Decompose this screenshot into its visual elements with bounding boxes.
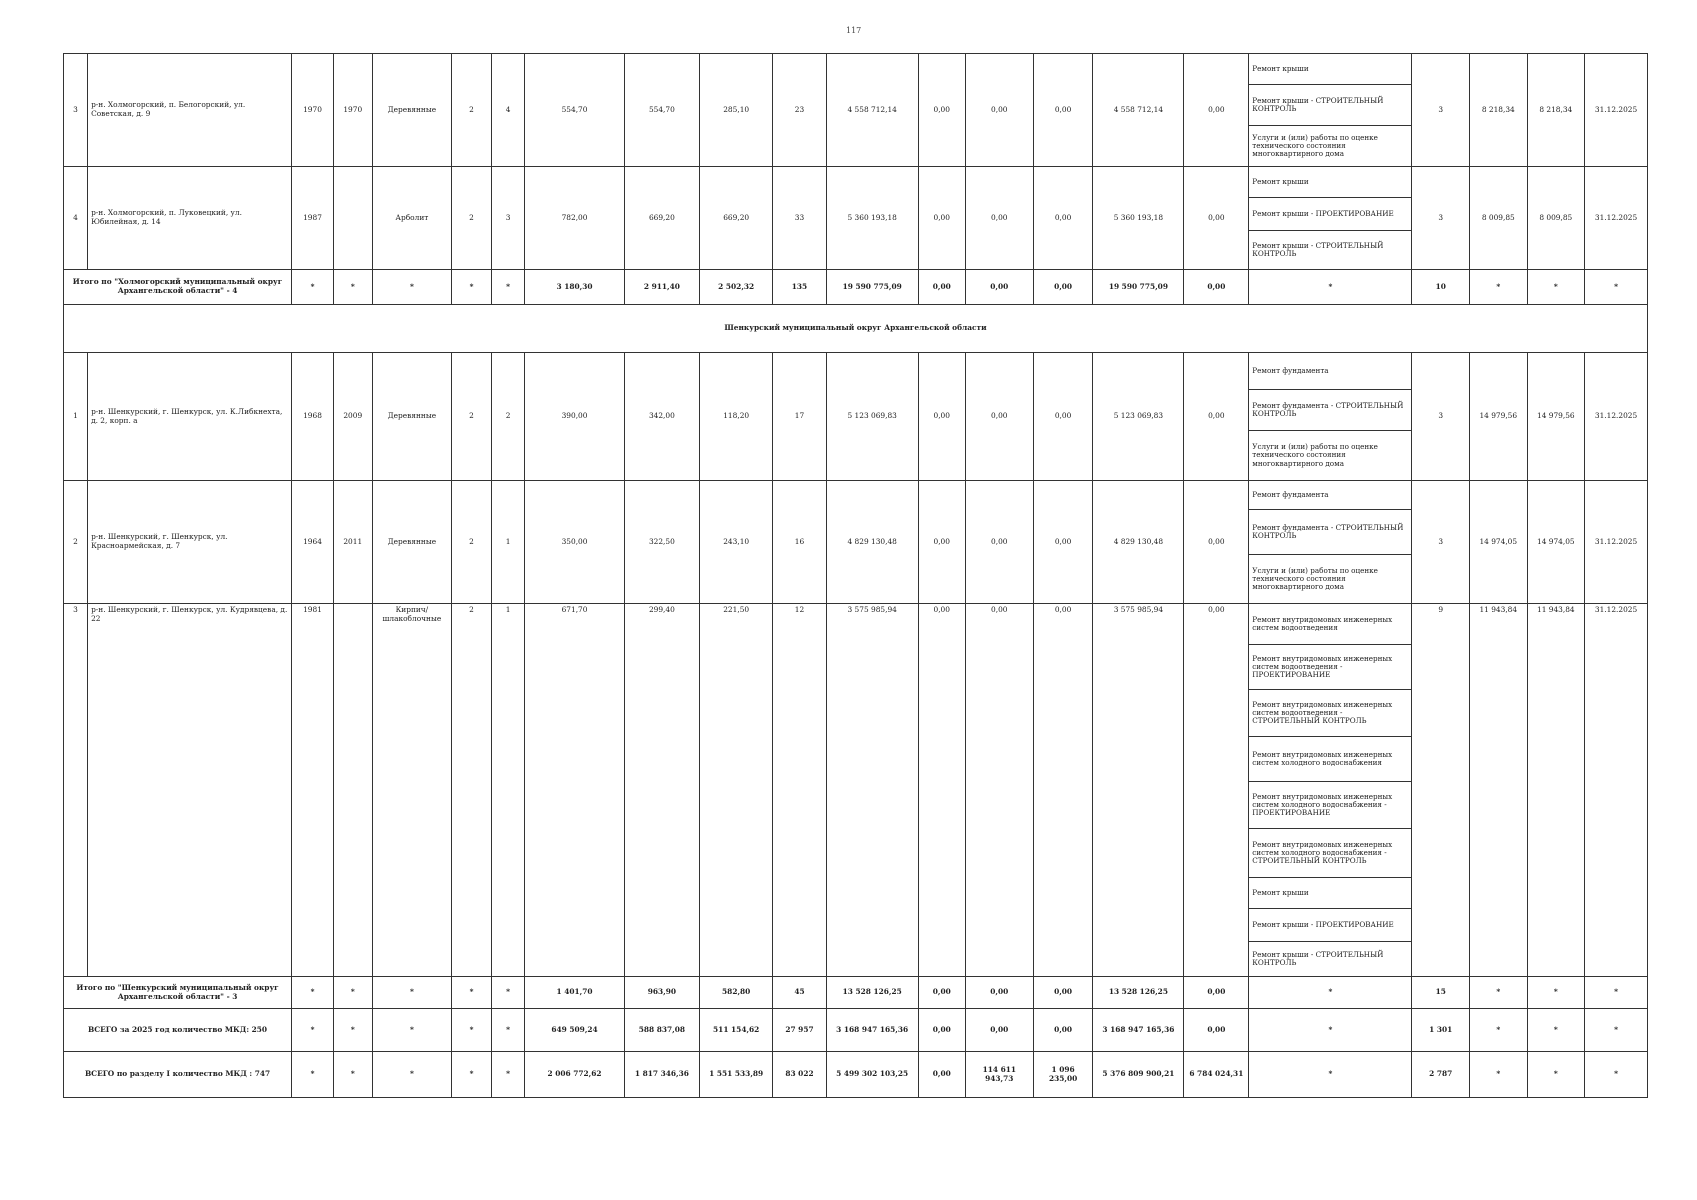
star-cell: * [1527,1009,1585,1052]
star-cell: * [333,270,372,305]
cell-year-built: 1987 [292,167,334,270]
cell-cost-total: 4 558 712,14 [826,54,918,167]
cell-n: 2 [64,481,88,604]
cell-residents: 27 957 [773,1009,826,1052]
cell-owners: 5 376 809 900,21 [1093,1052,1184,1098]
cell-owners: 5 360 193,18 [1093,167,1184,270]
cell-year-built: 1970 [292,54,334,167]
cell-works [1249,353,1412,481]
cell-year-built: 1968 [292,353,334,481]
cell-year-built: 1981 [292,604,334,977]
work-item: Ремонт крыши [1249,167,1411,198]
cell-n: 4 [64,167,88,270]
cell-cost-total: 5 123 069,83 [826,353,918,481]
cell-fund: 0,00 [918,977,965,1009]
cell-floors: 2 [452,54,492,167]
cell-other: 0,00 [1184,604,1249,977]
cell-deadline: 31.12.2025 [1585,353,1648,481]
work-item: Ремонт крыши [1249,54,1411,85]
cell-address: р-н. Шенкурский, г. Шенкурск, ул. К.Либкнехта, д. 2, корп. а [88,353,292,481]
cell-residents: 33 [773,167,826,270]
star-cell: * [372,270,452,305]
cell-works [1249,604,1412,977]
cell-cost-total: 19 590 775,09 [826,270,918,305]
work-item: Ремонт крыши - ПРОЕКТИРОВАНИЕ [1249,909,1411,942]
cell-deadline: 31.12.2025 [1585,167,1648,270]
star-cell: * [1527,270,1585,305]
cell-area-total: 782,00 [525,167,624,270]
cell-year-reno: 1970 [333,54,372,167]
cell-floors: 2 [452,604,492,977]
cell-budget-local: 0,00 [1033,54,1093,167]
cell-floors: 2 [452,167,492,270]
star-cell: * [452,977,492,1009]
star-cell: * [491,270,524,305]
cell-cost-total: 4 829 130,48 [826,481,918,604]
cell-year-reno: 2009 [333,353,372,481]
cell-address: р-н. Шенкурский, г. Шенкурск, ул. Красноармейская, д. 7 [88,481,292,604]
cell-unit-limit: 14 974,05 [1527,481,1585,604]
cell-budget-local: 0,00 [1033,1009,1093,1052]
cell-budget-region: 0,00 [965,353,1033,481]
cell-address: р-н. Холмогорский, п. Луковецкий, ул. Юбилейная, д. 14 [88,167,292,270]
cell-floors: 2 [452,353,492,481]
work-item: Ремонт крыши - ПРОЕКТИРОВАНИЕ [1249,198,1411,231]
cell-budget-local: 0,00 [1033,167,1093,270]
cell-entrances: 1 [491,481,524,604]
cell-cost-total: 3 575 985,94 [826,604,918,977]
cell-area-living: 2 911,40 [624,270,699,305]
cell-area-total: 554,70 [525,54,624,167]
star-cell: * [1585,270,1648,305]
cell-budget-region: 0,00 [965,1009,1033,1052]
cell-budget-local: 0,00 [1033,977,1093,1009]
cell-cost-total: 13 528 126,25 [826,977,918,1009]
cell-owners: 4 829 130,48 [1093,481,1184,604]
star-cell: * [452,1052,492,1098]
cell-unit-limit: 11 943,84 [1527,604,1585,977]
star-cell: * [1585,1052,1648,1098]
subtotal-label: Итого по "Холмогорский муниципальный округ Архангельской области" - 4 [64,270,292,305]
table-row [64,604,1648,977]
cell-budget-region: 0,00 [965,977,1033,1009]
cell-works [1249,54,1412,167]
table-body [64,54,1648,1098]
star-cell: * [491,1009,524,1052]
cell-year-reno [333,167,372,270]
star-cell: * [1470,270,1528,305]
cell-budget-local: 1 096 235,00 [1033,1052,1093,1098]
cell-unit-cost: 14 979,56 [1470,353,1528,481]
cell-unit-cost: 14 974,05 [1470,481,1528,604]
cell-work-count: 9 [1412,604,1470,977]
star-cell: * [1470,1009,1528,1052]
star-cell: * [1249,270,1412,305]
cell-work-count: 3 [1412,54,1470,167]
cell-year-reno [333,604,372,977]
cell-area-owned: 1 551 533,89 [700,1052,773,1098]
section-total-label: ВСЕГО по разделу I количество МКД : 747 [64,1052,292,1098]
cell-other: 0,00 [1184,167,1249,270]
star-cell: * [1249,977,1412,1009]
work-item: Ремонт внутридомовых инженерных систем холодного водоснабжения - ПРОЕКТИРОВАНИЕ [1249,782,1411,829]
cell-area-total: 1 401,70 [525,977,624,1009]
cell-budget-local: 0,00 [1033,481,1093,604]
work-item: Ремонт фундамента - СТРОИТЕЛЬНЫЙ КОНТРОЛЬ [1249,510,1411,555]
cell-work-count: 15 [1412,977,1470,1009]
star-cell: * [292,977,334,1009]
cell-area-living: 322,50 [624,481,699,604]
cell-area-total: 3 180,30 [525,270,624,305]
cell-floors: 2 [452,481,492,604]
star-cell: * [452,270,492,305]
star-cell: * [491,977,524,1009]
cell-area-owned: 669,20 [700,167,773,270]
cell-budget-region: 0,00 [965,481,1033,604]
work-item: Ремонт крыши - СТРОИТЕЛЬНЫЙ КОНТРОЛЬ [1252,240,1384,258]
cell-work-count: 3 [1412,481,1470,604]
cell-other: 0,00 [1184,1009,1249,1052]
cell-deadline: 31.12.2025 [1585,54,1648,167]
cell-budget-local: 0,00 [1033,604,1093,977]
cell-residents: 23 [773,54,826,167]
cell-cost-total: 5 499 302 103,25 [826,1052,918,1098]
star-cell: * [1470,1052,1528,1098]
cell-owners: 4 558 712,14 [1093,54,1184,167]
cell-residents: 16 [773,481,826,604]
cell-unit-limit: 8 009,85 [1527,167,1585,270]
cell-unit-cost: 8 218,34 [1470,54,1528,167]
work-item: Ремонт крыши - СТРОИТЕЛЬНЫЙ КОНТРОЛЬ [1252,949,1384,967]
cell-area-living: 963,90 [624,977,699,1009]
work-item: Ремонт фундамента - СТРОИТЕЛЬНЫЙ КОНТРОЛЬ [1249,390,1411,431]
cell-other: 0,00 [1184,353,1249,481]
cell-unit-cost: 8 009,85 [1470,167,1528,270]
cell-fund: 0,00 [918,1052,965,1098]
cell-fund: 0,00 [918,604,965,977]
star-cell: * [292,270,334,305]
table-row [64,167,1648,270]
section-title: Шенкурский муниципальный округ Архангельской области [64,305,1648,353]
cell-residents: 12 [773,604,826,977]
star-cell: * [333,1052,372,1098]
work-item: Услуги и (или) работы по оценке технического состояния многоквартирного дома [1252,132,1378,159]
table-row [64,481,1648,604]
cell-material: Кирпич/шлакоблочные [372,604,452,977]
cell-area-owned: 2 502,32 [700,270,773,305]
year-total-row [64,1009,1648,1052]
cell-residents: 45 [773,977,826,1009]
cell-unit-cost: 11 943,84 [1470,604,1528,977]
cell-works [1249,481,1412,604]
cell-entrances: 4 [491,54,524,167]
cell-address: р-н. Шенкурский, г. Шенкурск, ул. Кудрявцева, д. 22 [88,604,292,977]
cell-cost-total: 5 360 193,18 [826,167,918,270]
cell-budget-region: 114 611 943,73 [965,1052,1033,1098]
cell-other: 0,00 [1184,270,1249,305]
cell-unit-limit: 14 979,56 [1527,353,1585,481]
cell-material: Деревянные [372,54,452,167]
cell-fund: 0,00 [918,270,965,305]
cell-area-total: 350,00 [525,481,624,604]
cell-fund: 0,00 [918,54,965,167]
cell-deadline: 31.12.2025 [1585,604,1648,977]
cell-owners: 3 168 947 165,36 [1093,1009,1184,1052]
cell-residents: 83 022 [773,1052,826,1098]
cell-deadline: 31.12.2025 [1585,481,1648,604]
cell-work-count: 2 787 [1412,1052,1470,1098]
table-row [64,54,1648,167]
cell-works [1249,167,1412,270]
cell-n: 3 [64,604,88,977]
cell-year-reno: 2011 [333,481,372,604]
cell-year-built: 1964 [292,481,334,604]
cell-area-total: 2 006 772,62 [525,1052,624,1098]
cell-area-living: 299,40 [624,604,699,977]
subtotal-label: Итого по "Шенкурский муниципальный округ Архангельской области" - 3 [64,977,292,1009]
section-row [64,305,1648,353]
cell-material: Арболит [372,167,452,270]
cell-other: 0,00 [1184,977,1249,1009]
cell-budget-region: 0,00 [965,604,1033,977]
cell-budget-region: 0,00 [965,54,1033,167]
star-cell: * [372,977,452,1009]
star-cell: * [292,1052,334,1098]
cell-budget-region: 0,00 [965,167,1033,270]
year-total-label: ВСЕГО за 2025 год количество МКД: 250 [64,1009,292,1052]
star-cell: * [1470,977,1528,1009]
cell-area-owned: 285,10 [700,54,773,167]
repair-register-table [63,53,1648,1098]
work-item: Ремонт фундамента [1249,353,1411,390]
star-cell: * [292,1009,334,1052]
cell-fund: 0,00 [918,481,965,604]
cell-area-total: 649 509,24 [525,1009,624,1052]
subtotal-row [64,977,1648,1009]
work-item: Ремонт внутридомовых инженерных систем водоотведения [1249,604,1411,645]
star-cell: * [1585,977,1648,1009]
star-cell: * [452,1009,492,1052]
cell-work-count: 3 [1412,353,1470,481]
cell-area-total: 671,70 [525,604,624,977]
work-item: Ремонт внутридомовых инженерных систем холодного водоснабжения [1249,737,1411,782]
section-total-row [64,1052,1648,1098]
cell-budget-region: 0,00 [965,270,1033,305]
cell-entrances: 1 [491,604,524,977]
cell-owners: 13 528 126,25 [1093,977,1184,1009]
star-cell: * [1249,1009,1412,1052]
cell-area-owned: 221,50 [700,604,773,977]
cell-cost-total: 3 168 947 165,36 [826,1009,918,1052]
star-cell: * [372,1052,452,1098]
cell-area-living: 1 817 346,36 [624,1052,699,1098]
cell-area-owned: 243,10 [700,481,773,604]
cell-address: р-н. Холмогорский, п. Белогорский, ул. Советская, д. 9 [88,54,292,167]
work-item: Услуги и (или) работы по оценке технического состояния многоквартирного дома [1252,442,1378,468]
cell-entrances: 3 [491,167,524,270]
star-cell: * [333,1009,372,1052]
work-item: Услуги и (или) работы по оценке технического состояния многоквартирного дома [1252,565,1378,592]
cell-area-total: 390,00 [525,353,624,481]
star-cell: * [1585,1009,1648,1052]
cell-residents: 135 [773,270,826,305]
cell-budget-local: 0,00 [1033,353,1093,481]
cell-owners: 19 590 775,09 [1093,270,1184,305]
cell-work-count: 1 301 [1412,1009,1470,1052]
cell-area-owned: 118,20 [700,353,773,481]
work-item: Ремонт внутридомовых инженерных систем водоотведения - СТРОИТЕЛЬНЫЙ КОНТРОЛЬ [1249,690,1411,737]
star-cell: * [1527,1052,1585,1098]
cell-other: 0,00 [1184,54,1249,167]
work-item: Ремонт крыши - СТРОИТЕЛЬНЫЙ КОНТРОЛЬ [1249,85,1411,126]
work-item: Ремонт внутридомовых инженерных систем холодного водоснабжения - СТРОИТЕЛЬНЫЙ КОНТРОЛЬ [1249,829,1411,878]
work-item: Ремонт крыши [1249,878,1411,909]
cell-n: 1 [64,353,88,481]
cell-fund: 0,00 [918,353,965,481]
star-cell: * [333,977,372,1009]
cell-area-living: 342,00 [624,353,699,481]
cell-area-living: 588 837,08 [624,1009,699,1052]
page-number: 117 [846,26,862,35]
star-cell: * [372,1009,452,1052]
cell-material: Деревянные [372,353,452,481]
cell-unit-limit: 8 218,34 [1527,54,1585,167]
work-item: Ремонт фундамента [1249,481,1411,510]
cell-entrances: 2 [491,353,524,481]
star-cell: * [491,1052,524,1098]
cell-n: 3 [64,54,88,167]
star-cell: * [1527,977,1585,1009]
cell-fund: 0,00 [918,1009,965,1052]
cell-budget-local: 0,00 [1033,270,1093,305]
cell-area-living: 669,20 [624,167,699,270]
cell-material: Деревянные [372,481,452,604]
cell-work-count: 10 [1412,270,1470,305]
cell-residents: 17 [773,353,826,481]
cell-fund: 0,00 [918,167,965,270]
cell-area-living: 554,70 [624,54,699,167]
cell-other: 0,00 [1184,481,1249,604]
cell-area-owned: 582,80 [700,977,773,1009]
subtotal-row [64,270,1648,305]
work-item: Ремонт внутридомовых инженерных систем водоотведения - ПРОЕКТИРОВАНИЕ [1249,645,1411,690]
cell-area-owned: 511 154,62 [700,1009,773,1052]
star-cell: * [1249,1052,1412,1098]
cell-other: 6 784 024,31 [1184,1052,1249,1098]
cell-owners: 3 575 985,94 [1093,604,1184,977]
cell-owners: 5 123 069,83 [1093,353,1184,481]
table-row [64,353,1648,481]
cell-work-count: 3 [1412,167,1470,270]
